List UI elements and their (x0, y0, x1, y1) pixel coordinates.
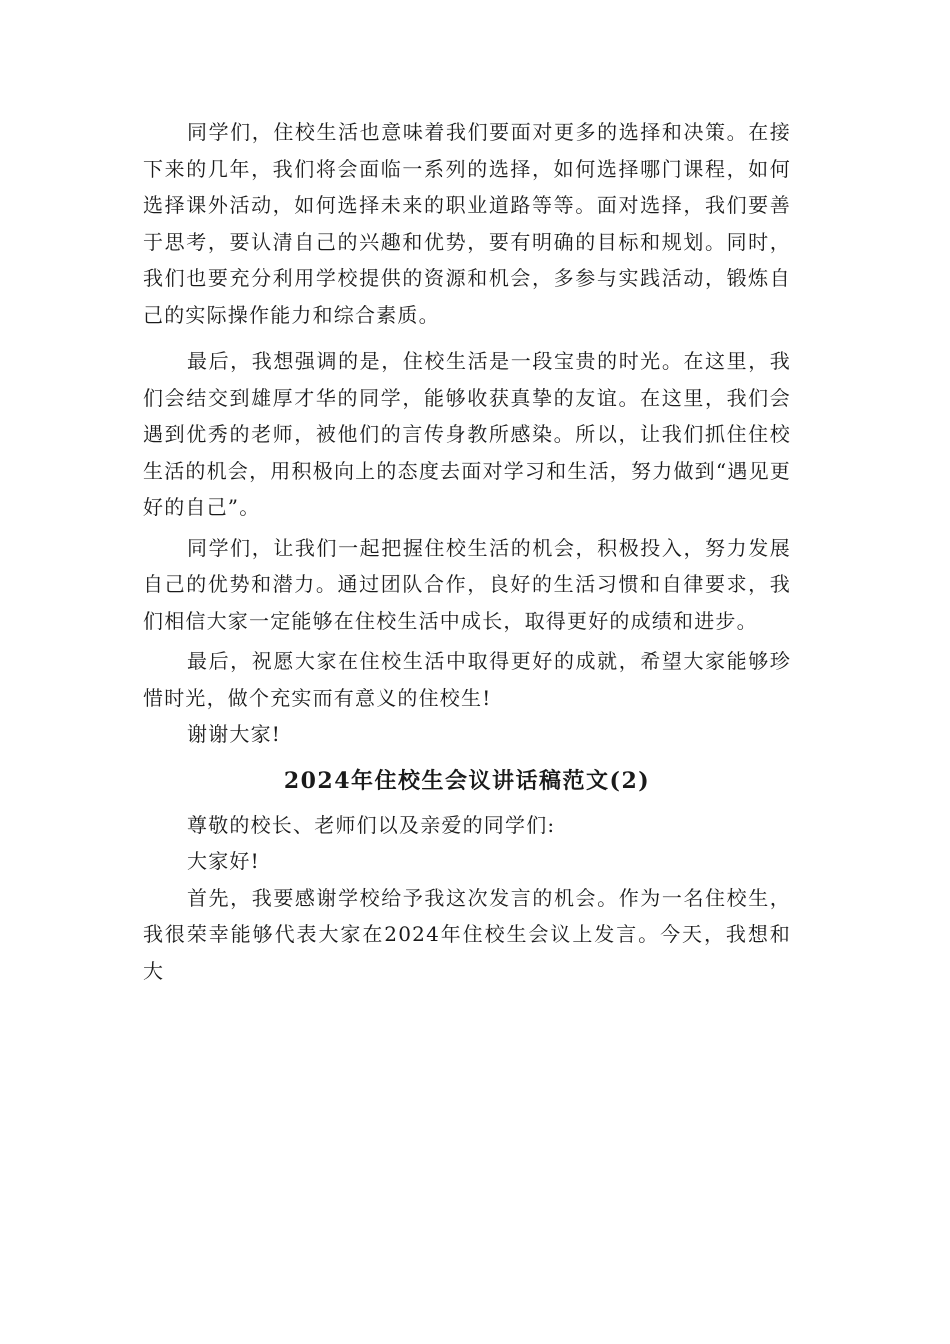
paragraph-seize-opportunity: 同学们，让我们一起把握住校生活的机会，积极投入，努力发展自己的优势和潜力。通过团队合作，良好的生活习惯和自律要求，我们相信大家一定能够在住校生活中成长，取得更好的成绩和进步。 (143, 535, 791, 633)
paragraph-choices: 同学们，住校生活也意味着我们要面对更多的选择和决策。在接下来的几年，我们将会面临一系列的选择，如何选择哪门课程，如何选择课外活动，如何选择未来的职业道路等等。面对选择，我们要善于思考，要认清自己的兴趣和优势，要有明确的目标和规划。同时，我们也要充分利用学校提供的资源和机会，多参与实践活动，锻炼自己的实际操作能力和综合素质。 (143, 120, 791, 327)
section-title: 2024年住校生会议讲话稿范文(2) (283, 767, 651, 794)
paragraph-opening: 首先，我要感谢学校给予我这次发言的机会。作为一名住校生，我很荣幸能够代表大家在2024年住校生会议上发言。今天，我想和大 (143, 885, 791, 983)
document-page (143, 114, 791, 989)
paragraph-greeting: 大家好! (187, 849, 260, 873)
paragraph-precious-time: 最后，我想强调的是，住校生活是一段宝贵的时光。在这里，我们会结交到雄厚才华的同学，能够收获真挚的友谊。在这里，我们会遇到优秀的老师，被他们的言传身教所感染。所以，让我们抓住住校生活的机会，用积极向上的态度去面对学习和生活，努力做到“遇见更好的自己”。 (143, 349, 791, 519)
paragraph-wishes: 最后，祝愿大家在住校生活中取得更好的成就，希望大家能够珍惜时光，做个充实而有意义的住校生! (143, 649, 791, 710)
paragraph-salutation: 尊敬的校长、老师们以及亲爱的同学们: (187, 812, 556, 837)
paragraph-thanks: 谢谢大家! (187, 722, 282, 746)
